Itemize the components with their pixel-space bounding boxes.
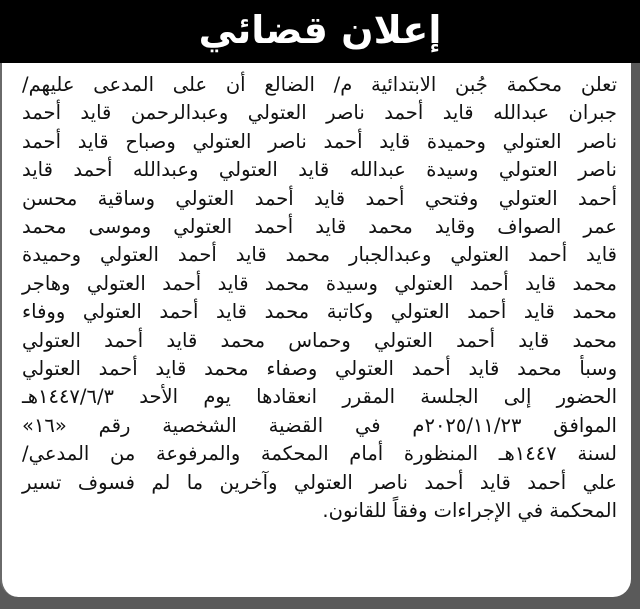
notice-line: أحمد العتولي وفتحي أحمد قايد أحمد العتولي وساقية محسن bbox=[22, 186, 617, 210]
notice-line: ناصر العتولي وسيدة عبدالله قايد العتولي وعبدالله أحمد قايد bbox=[22, 158, 617, 182]
notice-line: المحكمة في الإجراءات وفقاً للقانون. bbox=[322, 499, 617, 523]
notice-line: قايد أحمد العتولي وعبدالجبار محمد قايد أحمد العتولي وحميدة bbox=[22, 243, 617, 267]
notice-line: وسبأ محمد قايد أحمد العتولي وصفاء محمد قايد أحمد العتولي bbox=[22, 357, 617, 381]
notice-line: الموافق ٢٠٢٥/١١/٢٣م في القضية الشخصية رقم «١٦» bbox=[22, 413, 617, 437]
notice-line: محمد قايد أحمد العتولي وحماس محمد قايد أحمد العتولي bbox=[22, 328, 617, 352]
notice-line: جبران عبدالله قايد أحمد ناصر العتولي وعبدالرحمن قايد أحمد bbox=[22, 101, 617, 125]
notice-header bbox=[0, 0, 640, 63]
notice-line: لسنة ١٤٤٧هـ المنظورة أمام المحكمة والمرفوعة من المدعي/ bbox=[22, 442, 618, 466]
notice-line: محمد قايد أحمد العتولي وكاتبة محمد قايد أحمد العتولي ووفاء bbox=[22, 300, 617, 324]
notice-line: الحضور إلى الجلسة المقرر انعقادها يوم الأحد ١٤٤٧/٦/٣هـ bbox=[22, 385, 617, 409]
notice-text bbox=[22, 71, 617, 526]
notice-title: إعلان قضائي bbox=[198, 7, 442, 52]
notice-line: علي أحمد قايد أحمد ناصر العتولي وآخرين ما لم فسوف تسير bbox=[22, 470, 617, 494]
notice-line: محمد قايد أحمد العتولي وسيدة محمد قايد أحمد العتولي وهاجر bbox=[22, 271, 617, 295]
notice-line: عمر الصواف وقايد محمد قايد أحمد العتولي وموسى محمد bbox=[22, 215, 617, 239]
notice-body bbox=[0, 63, 631, 597]
notice-line: ناصر العتولي وحميدة قايد أحمد ناصر العتولي وصباح قايد أحمد bbox=[22, 129, 617, 153]
notice-line: تعلن محكمة جُبن الابتدائية م/ الضالع أن على المدعى عليهم/ bbox=[22, 73, 617, 96]
